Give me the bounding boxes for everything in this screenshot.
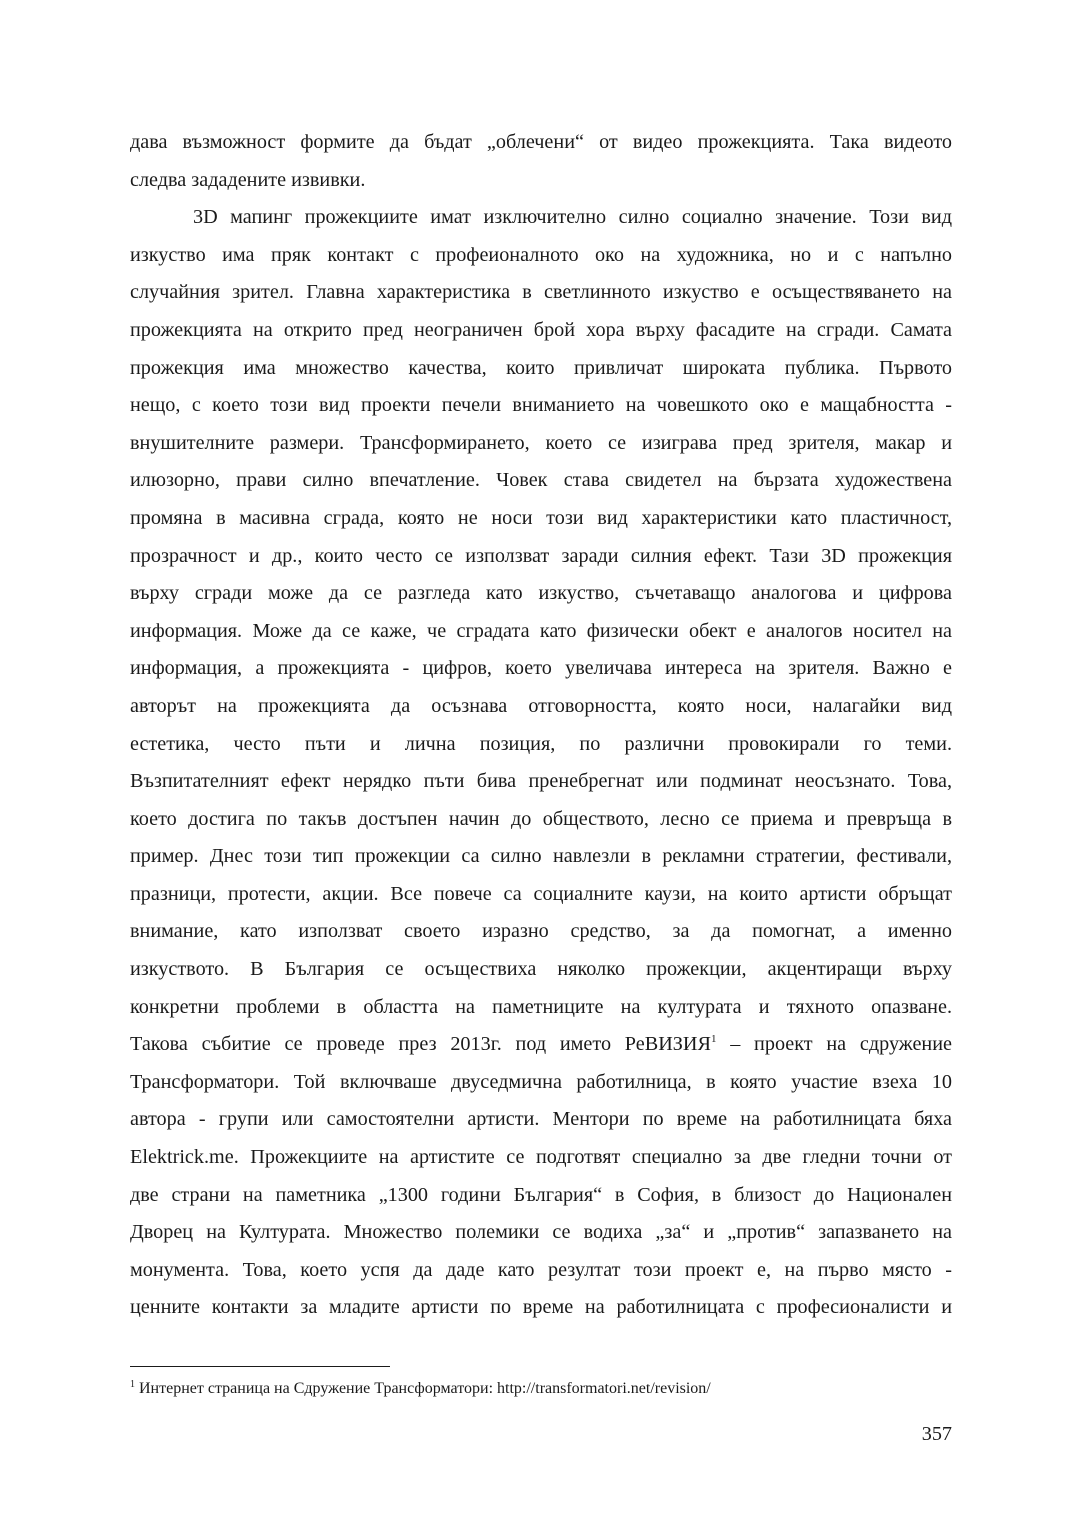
footnote-separator — [130, 1366, 390, 1367]
text-line: информация. Може да се каже, че сградата като физически обект е аналогов носител на — [130, 619, 952, 642]
text-line: промяна в масивна сграда, която не носи този вид характеристики като пластичност, — [130, 506, 952, 529]
text-line: изкуството. В България се осъществиха няколко прожекции, акцентиращи върху — [130, 958, 952, 981]
text-line: дава възможност формите да бъдат „облечени“ от видео прожекцията. Така видеото — [130, 131, 952, 153]
text-line: което достига по такъв достъпен начин до обществото, лесно се приема и превръща в — [130, 807, 952, 830]
text-line: върху сгради може да се разгледа като изкуство, съчетаващо аналогова и цифрова — [130, 582, 952, 605]
text-line: пример. Днес този тип прожекции са силно навлезли в рекламни стратегии, фестивали, — [130, 845, 952, 868]
text-line: Трансформатори. Той включваше двуседмична работилница, в която участие взеха 10 — [130, 1070, 952, 1093]
page-number: 357 — [921, 1423, 952, 1445]
text-line: естетика, често пъти и лична позиция, по различни провокирали го теми. — [130, 732, 952, 755]
text-line: следва зададените извивки. — [130, 168, 366, 191]
body-text — [130, 124, 952, 1327]
text-line: внушителните размери. Трансформирането, което се изиграва пред зрителя, макар и — [130, 431, 952, 454]
text-segment: – проект на сдружение — [716, 1033, 952, 1056]
text-line: авторът на прожекцията да осъзнава отговорността, която носи, налагайки вид — [130, 694, 952, 717]
paragraph-start-line: 3D мапинг прожекциите имат изключително силно социално значение. Този вид — [193, 206, 952, 229]
text-line: илюзорно, прави силно впечатление. Човек става свидетел на бързата художествена — [130, 469, 952, 492]
text-line: конкретни проблеми в областта на паметниците на културата и тяхното опазване. — [130, 995, 952, 1018]
text-line: ценните контакти за младите артисти по време на работилницата с професионалисти и — [130, 1296, 952, 1319]
text-line: прожекция има множество качества, които привличат широката публика. Първото — [130, 356, 952, 379]
text-line: изкуство има пряк контакт с профеионалното око на художника, но и с напълно — [130, 243, 952, 266]
text-line: нещо, с което този вид проекти печели вниманието на човешкото око е мащабността - — [130, 394, 952, 417]
text-line: Elektrick.me. Прожекциите на артистите се подготвят специално за две гледни точни от — [130, 1146, 952, 1169]
text-line: прожекцията на открито пред неограничен брой хора върху фасадите на сгради. Самата — [130, 318, 952, 341]
footnote-reference[interactable]: 1 — [710, 1033, 717, 1046]
footnote — [130, 1379, 952, 1399]
text-line: Дворец на Културата. Множество полемики се водиха „за“ и „против“ запазването на — [130, 1221, 952, 1244]
text-line: монумента. Това, което успя да даде като резултат този проект е, на първо място - — [130, 1258, 952, 1281]
footnote-text: Интернет страница на Сдружение Трансформатори: http://transformatori.net/revision/ — [135, 1380, 711, 1397]
text-line-with-footnote — [130, 1026, 952, 1064]
footnote-marker: 1 — [130, 1379, 135, 1390]
text-line: празници, протести, акции. Все повече са социалните каузи, на които артисти обръщат — [130, 882, 952, 905]
text-line: Възпитателният ефект нерядко пъти бива пренебрегнат или подминат неосъзнато. Това, — [130, 770, 952, 793]
text-line: информация, а прожекцията - цифров, което увеличава интереса на зрителя. Важно е — [130, 657, 952, 680]
text-line: две страни на паметника „1300 години България“ в София, в близост до Национален — [130, 1183, 952, 1206]
text-line: прозрачност и др., които често се използват заради силния ефект. Тази 3D прожекция — [130, 544, 952, 567]
text-line: внимание, като използват своето изразно средство, за да помогнат, а именно — [130, 920, 952, 943]
text-line: случайния зрител. Главна характеристика в светлинното изкуство е осъществяването на — [130, 281, 952, 304]
text-line: автора - групи или самостоятелни артисти. Ментори по време на работилницата бяха — [130, 1108, 952, 1131]
text-segment: Такова събитие се проведе през 2013г. под името РеВИЗИЯ — [130, 1033, 711, 1056]
